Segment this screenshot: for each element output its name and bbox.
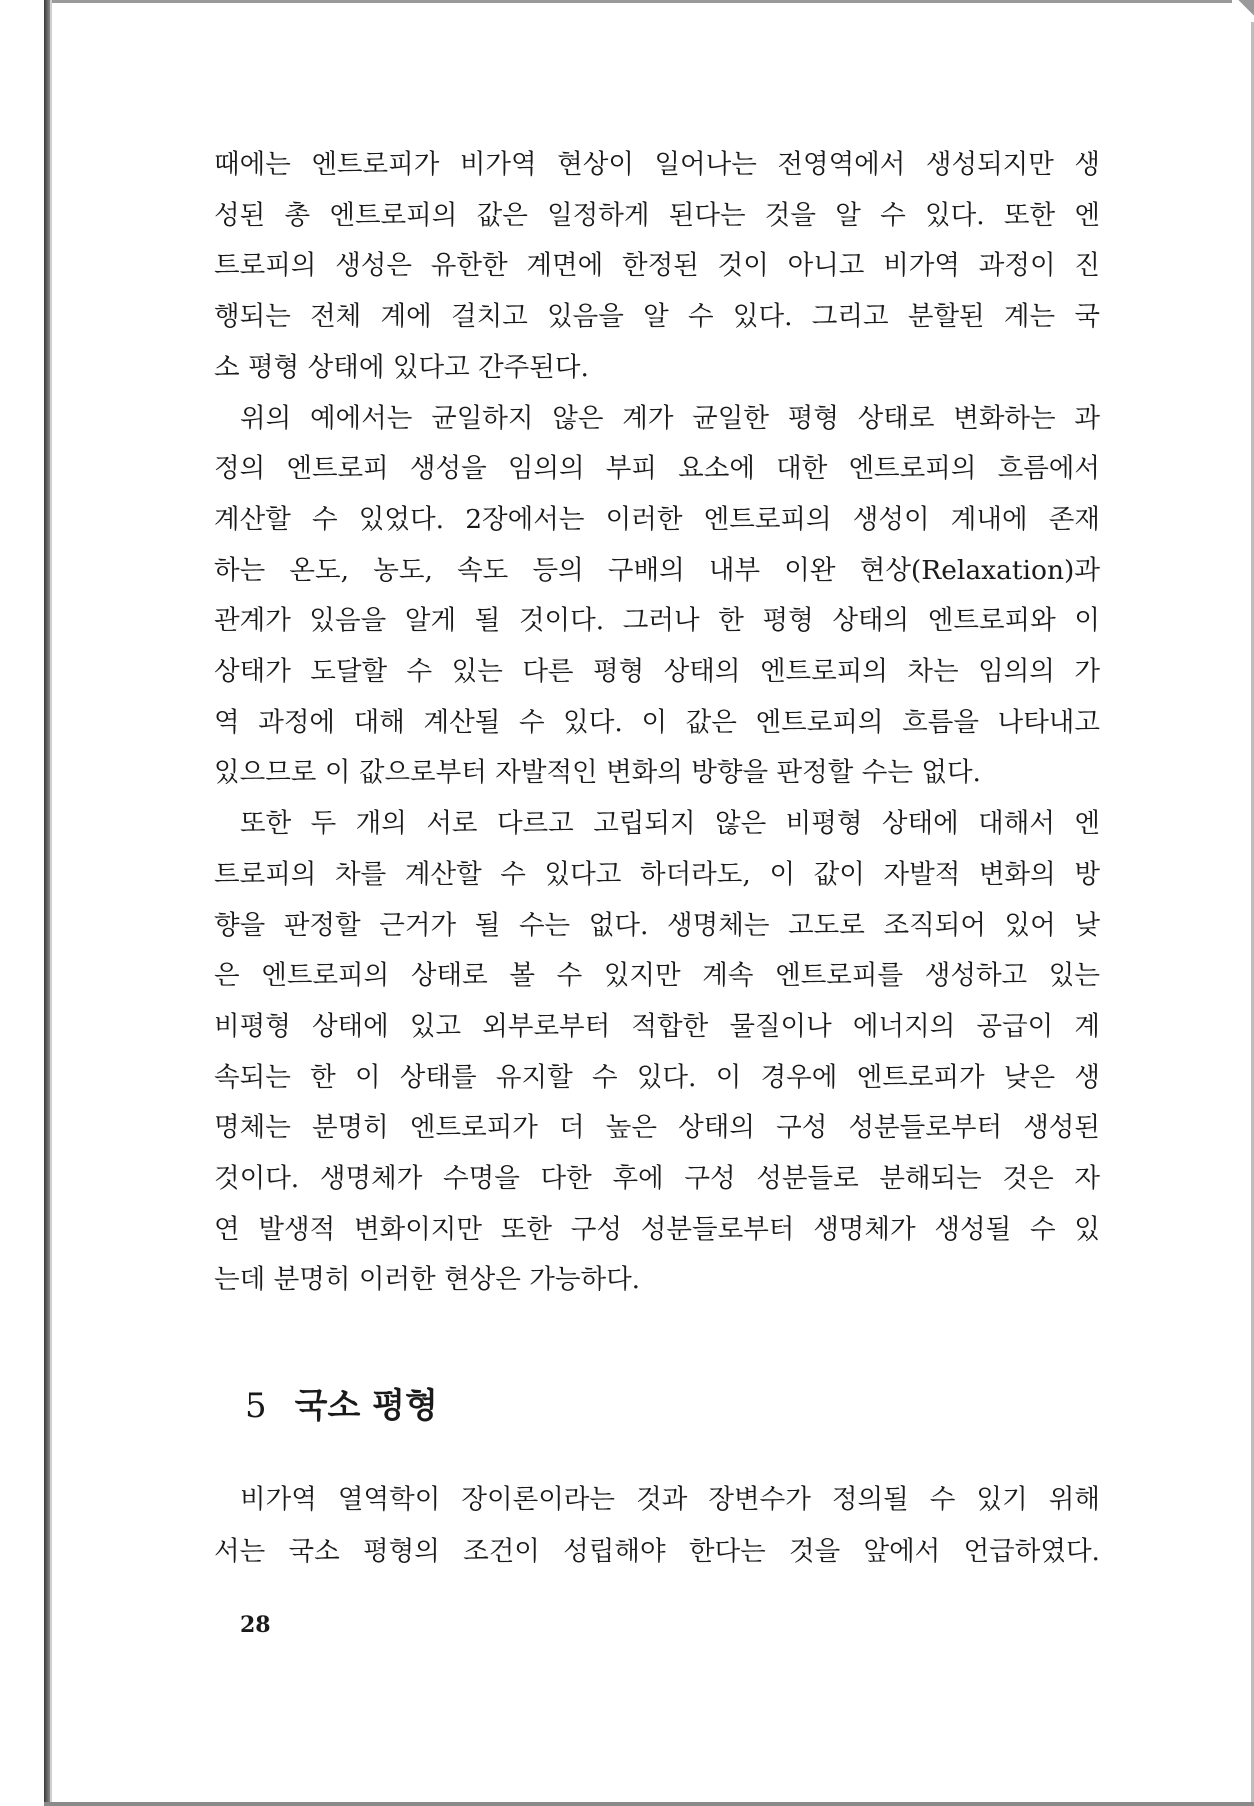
text-line: 위의 예에서는 균일하지 않은 계가 균일한 평형 상태로 변화하는 과 bbox=[240, 402, 1100, 434]
page-top-edge bbox=[44, 0, 1254, 3]
text-line: 비평형 상태에 있고 외부로부터 적합한 물질이나 에너지의 공급이 계 bbox=[214, 1010, 1100, 1042]
text-line: 것이다. 생명체가 수명을 다한 후에 구성 성분들로 분해되는 것은 자 bbox=[214, 1163, 1100, 1195]
text-line: 소 평형 상태에 있다고 간주된다. bbox=[214, 351, 589, 383]
main-text-block bbox=[214, 140, 1100, 1306]
text-line: 트로피의 생성은 유한한 계면에 한정된 것이 아니고 비가역 과정이 진 bbox=[214, 250, 1100, 282]
text-line: 서는 국소 평형의 조건이 성립해야 한다는 것을 앞에서 언급하였다. bbox=[214, 1536, 1100, 1567]
text-line: 명체는 분명히 엔트로피가 더 높은 상태의 구성 성분들로부터 생성된 bbox=[214, 1112, 1100, 1144]
section-heading bbox=[245, 1378, 438, 1427]
text-line: 계산할 수 있었다. 2장에서는 이러한 엔트로피의 생성이 계내에 존재 bbox=[214, 503, 1100, 535]
paragraph-2 bbox=[214, 394, 1100, 800]
text-line: 역 과정에 대해 계산될 수 있다. 이 값은 엔트로피의 흐름을 나타내고 bbox=[214, 706, 1100, 738]
text-line: 행되는 전체 계에 걸치고 있음을 알 수 있다. 그리고 분할된 계는 국 bbox=[214, 301, 1100, 333]
text-line: 상태가 도달할 수 있는 다른 평형 상태의 엔트로피의 차는 임의의 가 bbox=[214, 656, 1100, 688]
text-line: 성된 총 엔트로피의 값은 일정하게 된다는 것을 알 수 있다. 또한 엔 bbox=[214, 199, 1100, 231]
section-number: 5 bbox=[245, 1386, 267, 1426]
text-line: 비가역 열역학이 장이론이라는 것과 장변수가 정의될 수 있기 위해 bbox=[240, 1484, 1100, 1515]
page-corner bbox=[1232, 0, 1254, 22]
section-title: 국소 평형 bbox=[294, 1386, 438, 1426]
page-number: 28 bbox=[240, 1612, 271, 1638]
text-line: 는데 분명히 이러한 현상은 가능하다. bbox=[214, 1264, 641, 1296]
paragraph-1 bbox=[214, 140, 1100, 394]
section-text-block bbox=[214, 1474, 1100, 1578]
text-line: 속되는 한 이 상태를 유지할 수 있다. 이 경우에 엔트로피가 낮은 생 bbox=[214, 1061, 1100, 1093]
text-line: 트로피의 차를 계산할 수 있다고 하더라도, 이 값이 자발적 변화의 방 bbox=[214, 858, 1100, 890]
text-line: 있으므로 이 값으로부터 자발적인 변화의 방향을 판정할 수는 없다. bbox=[214, 757, 981, 789]
paragraph-3 bbox=[214, 799, 1100, 1306]
text-line: 하는 온도, 농도, 속도 등의 구배의 내부 이완 현상(Relaxation)과 bbox=[214, 554, 1100, 586]
text-line: 은 엔트로피의 상태로 볼 수 있지만 계속 엔트로피를 생성하고 있는 bbox=[214, 960, 1100, 992]
text-line: 연 발생적 변화이지만 또한 구성 성분들로부터 생명체가 생성될 수 있 bbox=[214, 1213, 1100, 1245]
text-line: 또한 두 개의 서로 다르고 고립되지 않은 비평형 상태에 대해서 엔 bbox=[240, 808, 1100, 840]
text-line: 관계가 있음을 알게 될 것이다. 그러나 한 평형 상태의 엔트로피와 이 bbox=[214, 605, 1100, 637]
text-line: 향을 판정할 근거가 될 수는 없다. 생명체는 고도로 조직되어 있어 낮 bbox=[214, 909, 1100, 941]
page-spine-highlight bbox=[50, 0, 52, 1806]
page-bottom-edge bbox=[44, 1802, 1254, 1806]
text-line: 정의 엔트로피 생성을 임의의 부피 요소에 대한 엔트로피의 흐름에서 bbox=[214, 453, 1100, 485]
text-line: 때에는 엔트로피가 비가역 현상이 일어나는 전영역에서 생성되지만 생 bbox=[214, 149, 1100, 180]
